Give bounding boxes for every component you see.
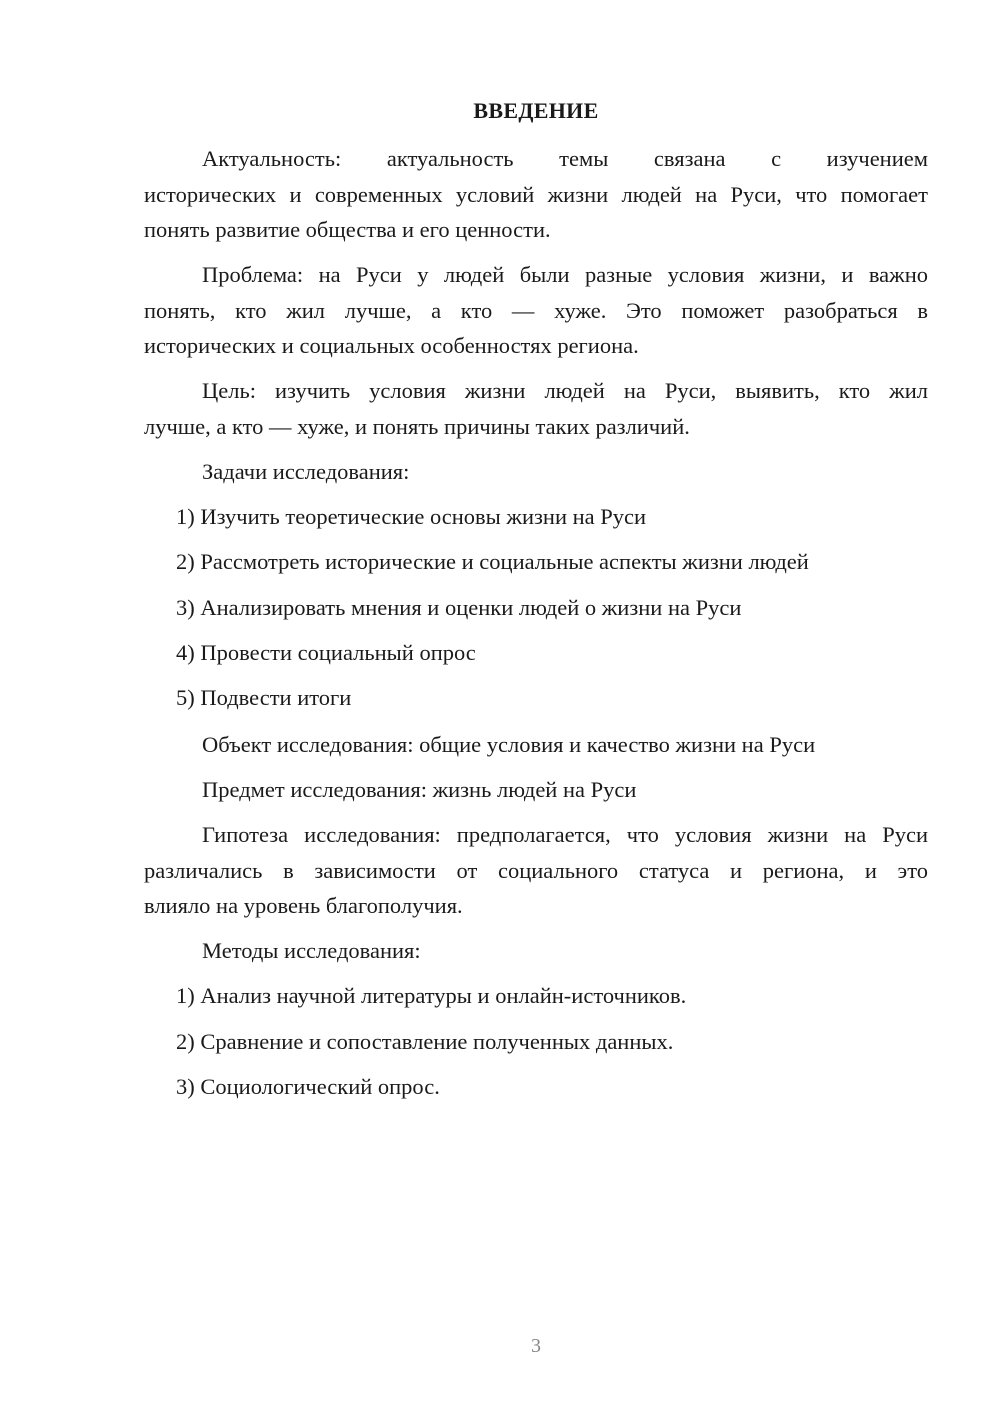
problem-paragraph: [144, 257, 928, 364]
relevance-line-1: Актуальность: актуальность темы связана с изучением: [202, 146, 928, 171]
task-item: 1) Изучить теоретические основы жизни на Руси: [176, 504, 647, 529]
goal-line-1: Цель: изучить условия жизни людей на Руси, выявить, кто жил: [202, 378, 928, 403]
task-item: 5) Подвести итоги: [176, 685, 352, 710]
research-subject: Предмет исследования: жизнь людей на Руси: [202, 777, 637, 802]
problem-line-1: Проблема: на Руси у людей были разные условия жизни, и важно: [202, 262, 928, 287]
problem-line-3: исторических и социальных особенностях региона.: [144, 333, 639, 358]
goal-line-2: лучше, а кто — хуже, и понять причины таких различий.: [144, 413, 690, 439]
method-item: 3) Социологический опрос.: [176, 1074, 440, 1099]
hypothesis-line-2: различались в зависимости от социального статуса и региона, и это: [144, 857, 928, 883]
document-page: [144, 0, 928, 1414]
tasks-title: Задачи исследования:: [202, 459, 410, 484]
method-item: 2) Сравнение и сопоставление полученных данных.: [176, 1029, 674, 1054]
task-item: 2) Рассмотреть исторические и социальные аспекты жизни людей: [176, 549, 809, 574]
methods-title: Методы исследования:: [202, 938, 421, 963]
task-item: 4) Провести социальный опрос: [176, 640, 476, 665]
page-title: ВВЕДЕНИЕ: [473, 98, 599, 123]
goal-paragraph: [144, 373, 928, 444]
problem-line-2: понять, кто жил лучше, а кто — хуже. Это поможет разобраться в: [144, 297, 928, 323]
relevance-line-3: понять развитие общества и его ценности.: [144, 217, 551, 242]
method-item: 1) Анализ научной литературы и онлайн-источников.: [176, 983, 687, 1008]
task-item: 3) Анализировать мнения и оценки людей о жизни на Руси: [176, 595, 742, 620]
relevance-line-2: исторических и современных условий жизни людей на Руси, что помогает: [144, 181, 928, 207]
hypothesis-paragraph: [144, 817, 928, 924]
relevance-paragraph: [144, 141, 928, 248]
research-object: Объект исследования: общие условия и качество жизни на Руси: [202, 732, 816, 757]
page-number: 3: [531, 1335, 541, 1357]
hypothesis-line-3: влияло на уровень благополучия.: [144, 893, 463, 918]
hypothesis-line-1: Гипотеза исследования: предполагается, что условия жизни на Руси: [202, 822, 928, 847]
